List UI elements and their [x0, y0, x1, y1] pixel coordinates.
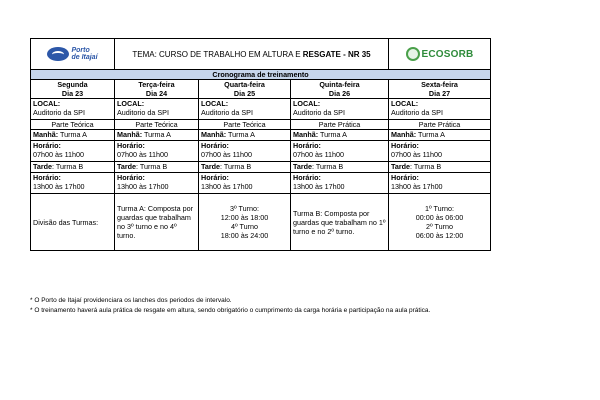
horario-value: 13h00 às 17h00 [391, 182, 443, 191]
tarde-value: : Turma B [220, 162, 252, 171]
porto-logo-sub: de Itajaí [71, 54, 98, 61]
ecosorb-logo-text: ECOSORB [421, 48, 474, 60]
horario-label: Horário: [33, 173, 61, 182]
tarde-label: Tarde [201, 162, 221, 171]
manha-label: Manhã: [391, 130, 417, 139]
eco-logo-cell [389, 39, 491, 70]
ecosorb-logo [389, 40, 490, 68]
tarde-value: : Turma B [410, 162, 442, 171]
horario-manha-row [31, 141, 491, 162]
schedule-title-row [31, 70, 491, 80]
title-bold: RESGATE - NR 35 [302, 49, 371, 59]
day-header [389, 80, 491, 99]
local-row [31, 99, 491, 120]
horario-cell [31, 173, 115, 194]
horario-cell [31, 141, 115, 162]
tarde-label: Tarde [117, 162, 137, 171]
horario-label: Horário: [293, 141, 321, 150]
manha-value: Turma A [318, 130, 347, 139]
day-date: Dia 25 [233, 89, 256, 98]
porto-itajai-logo [31, 40, 114, 68]
horario-label: Horário: [117, 141, 145, 150]
schedule-table [30, 38, 491, 251]
manha-cell [389, 130, 491, 141]
horario-value: 07h00 às 11h00 [391, 150, 443, 159]
divisao-row [31, 194, 491, 251]
porto-logo-cell [31, 39, 115, 70]
horario-label: Horário: [201, 173, 229, 182]
manha-label: Manhã: [201, 130, 227, 139]
day-name: Terça-feira [138, 80, 175, 89]
horario-cell [389, 173, 491, 194]
divisao-quarta [199, 194, 291, 251]
horario-cell [389, 141, 491, 162]
day-header [199, 80, 291, 99]
horario-value: 13h00 às 17h00 [293, 182, 345, 191]
day-name: Segunda [57, 80, 88, 89]
day-name: Quarta-feira [224, 80, 265, 89]
porto-logo-text: Porto [71, 47, 90, 54]
horario-cell [199, 141, 291, 162]
horario-value: 07h00 às 11h00 [33, 150, 85, 159]
divisao-sexta [389, 194, 491, 251]
turno-line: 2º Turno [426, 222, 453, 231]
turno-line: 06:00 às 12:00 [415, 231, 464, 240]
local-label: LOCAL: [117, 99, 145, 108]
turno-line: 00:00 às 06:00 [415, 213, 464, 222]
horario-cell [199, 173, 291, 194]
manha-value: Turma A [226, 130, 255, 139]
horario-cell [115, 141, 199, 162]
horario-label: Horário: [33, 141, 61, 150]
local-cell [389, 99, 491, 120]
tarde-label: Tarde [391, 162, 411, 171]
manha-label: Manhã: [293, 130, 319, 139]
tarde-cell [199, 162, 291, 173]
manha-cell [115, 130, 199, 141]
parte-row [31, 120, 491, 130]
day-name: Quinta-feira [319, 80, 360, 89]
day-date: Dia 24 [145, 89, 168, 98]
local-label: LOCAL: [293, 99, 321, 108]
local-value: Auditorio da SPI [201, 108, 253, 117]
schedule-title: Cronograma de treinamento [31, 70, 491, 80]
horario-label: Horário: [391, 141, 419, 150]
schedule-sheet [30, 38, 490, 251]
horario-label: Horário: [293, 173, 321, 182]
local-value: Auditorio da SPI [391, 108, 443, 117]
local-cell [31, 99, 115, 120]
day-name: Sexta-feira [421, 80, 458, 89]
local-label: LOCAL: [33, 99, 61, 108]
local-value: Auditorio da SPI [117, 108, 169, 117]
horario-tarde-row [31, 173, 491, 194]
day-date: Dia 23 [61, 89, 84, 98]
ecosorb-circle-icon [406, 47, 420, 61]
turno-line: 4º Turno [231, 222, 258, 231]
horario-value: 07h00 às 11h00 [293, 150, 345, 159]
header-row [31, 39, 491, 70]
parte-cell: Parte Teórica [115, 120, 199, 130]
horario-label: Horário: [201, 141, 229, 150]
tarde-label: Tarde [33, 162, 53, 171]
day-header [31, 80, 115, 99]
horario-value: 07h00 às 11h00 [117, 150, 169, 159]
title-prefix: TEMA: CURSO DE TRABALHO EM ALTURA E [132, 49, 303, 59]
manha-row [31, 130, 491, 141]
days-row [31, 80, 491, 99]
tarde-value: : Turma B [136, 162, 168, 171]
horario-label: Horário: [117, 173, 145, 182]
local-label: LOCAL: [201, 99, 229, 108]
horario-value: 13h00 às 17h00 [117, 182, 169, 191]
tarde-cell [389, 162, 491, 173]
local-value: Auditorio da SPI [33, 108, 85, 117]
divisao-terca: Turma A: Composta por guardas que trabalham no 3º turno e no 4º turno. [115, 194, 199, 251]
footnote: * O Porto de Itajaí providenciara os lanches dos periodos de intervalo. [30, 297, 232, 304]
horario-value: 13h00 às 17h00 [33, 182, 85, 191]
local-value: Auditorio da SPI [293, 108, 345, 117]
manha-value: Turma A [142, 130, 171, 139]
local-label: LOCAL: [391, 99, 419, 108]
turno-line: 1º Turno: [425, 204, 454, 213]
turno-line: 12:00 às 18:00 [220, 213, 269, 222]
local-cell [199, 99, 291, 120]
parte-cell: Parte Prática [291, 120, 389, 130]
local-cell [291, 99, 389, 120]
horario-label: Horário: [391, 173, 419, 182]
tarde-value: : Turma B [52, 162, 84, 171]
footnote: * O treinamento haverá aula prática de resgate em altura, sendo obrigatório o cumprimento da carga horária e participação na aula prática. [30, 307, 431, 314]
tarde-cell [291, 162, 389, 173]
day-date: Dia 27 [428, 89, 451, 98]
manha-value: Turma A [58, 130, 87, 139]
manha-value: Turma A [416, 130, 445, 139]
manha-cell [31, 130, 115, 141]
manha-cell [199, 130, 291, 141]
divisao-quinta: Turma B: Composta por guardas que trabalham no 1º turno e no 2º turno. [291, 194, 389, 251]
local-cell [115, 99, 199, 120]
footnotes [30, 296, 430, 316]
porto-globe-icon [47, 47, 69, 61]
tarde-row [31, 162, 491, 173]
day-header [291, 80, 389, 99]
horario-value: 07h00 às 11h00 [201, 150, 253, 159]
divisao-label: Divisão das Turmas: [31, 194, 115, 251]
horario-cell [291, 173, 389, 194]
tarde-cell [115, 162, 199, 173]
turno-line: 18:00 às 24:00 [220, 231, 269, 240]
parte-cell: Parte Prática [389, 120, 491, 130]
day-date: Dia 26 [328, 89, 351, 98]
parte-cell: Parte Teórica [199, 120, 291, 130]
manha-cell [291, 130, 389, 141]
tarde-label: Tarde [293, 162, 313, 171]
manha-label: Manhã: [117, 130, 143, 139]
turno-line: 3º Turno: [230, 204, 259, 213]
horario-cell [291, 141, 389, 162]
parte-cell: Parte Teórica [31, 120, 115, 130]
horario-value: 13h00 às 17h00 [201, 182, 253, 191]
tarde-value: : Turma B [312, 162, 344, 171]
tarde-cell [31, 162, 115, 173]
day-header [115, 80, 199, 99]
manha-label: Manhã: [33, 130, 59, 139]
page-title [115, 39, 389, 70]
horario-cell [115, 173, 199, 194]
